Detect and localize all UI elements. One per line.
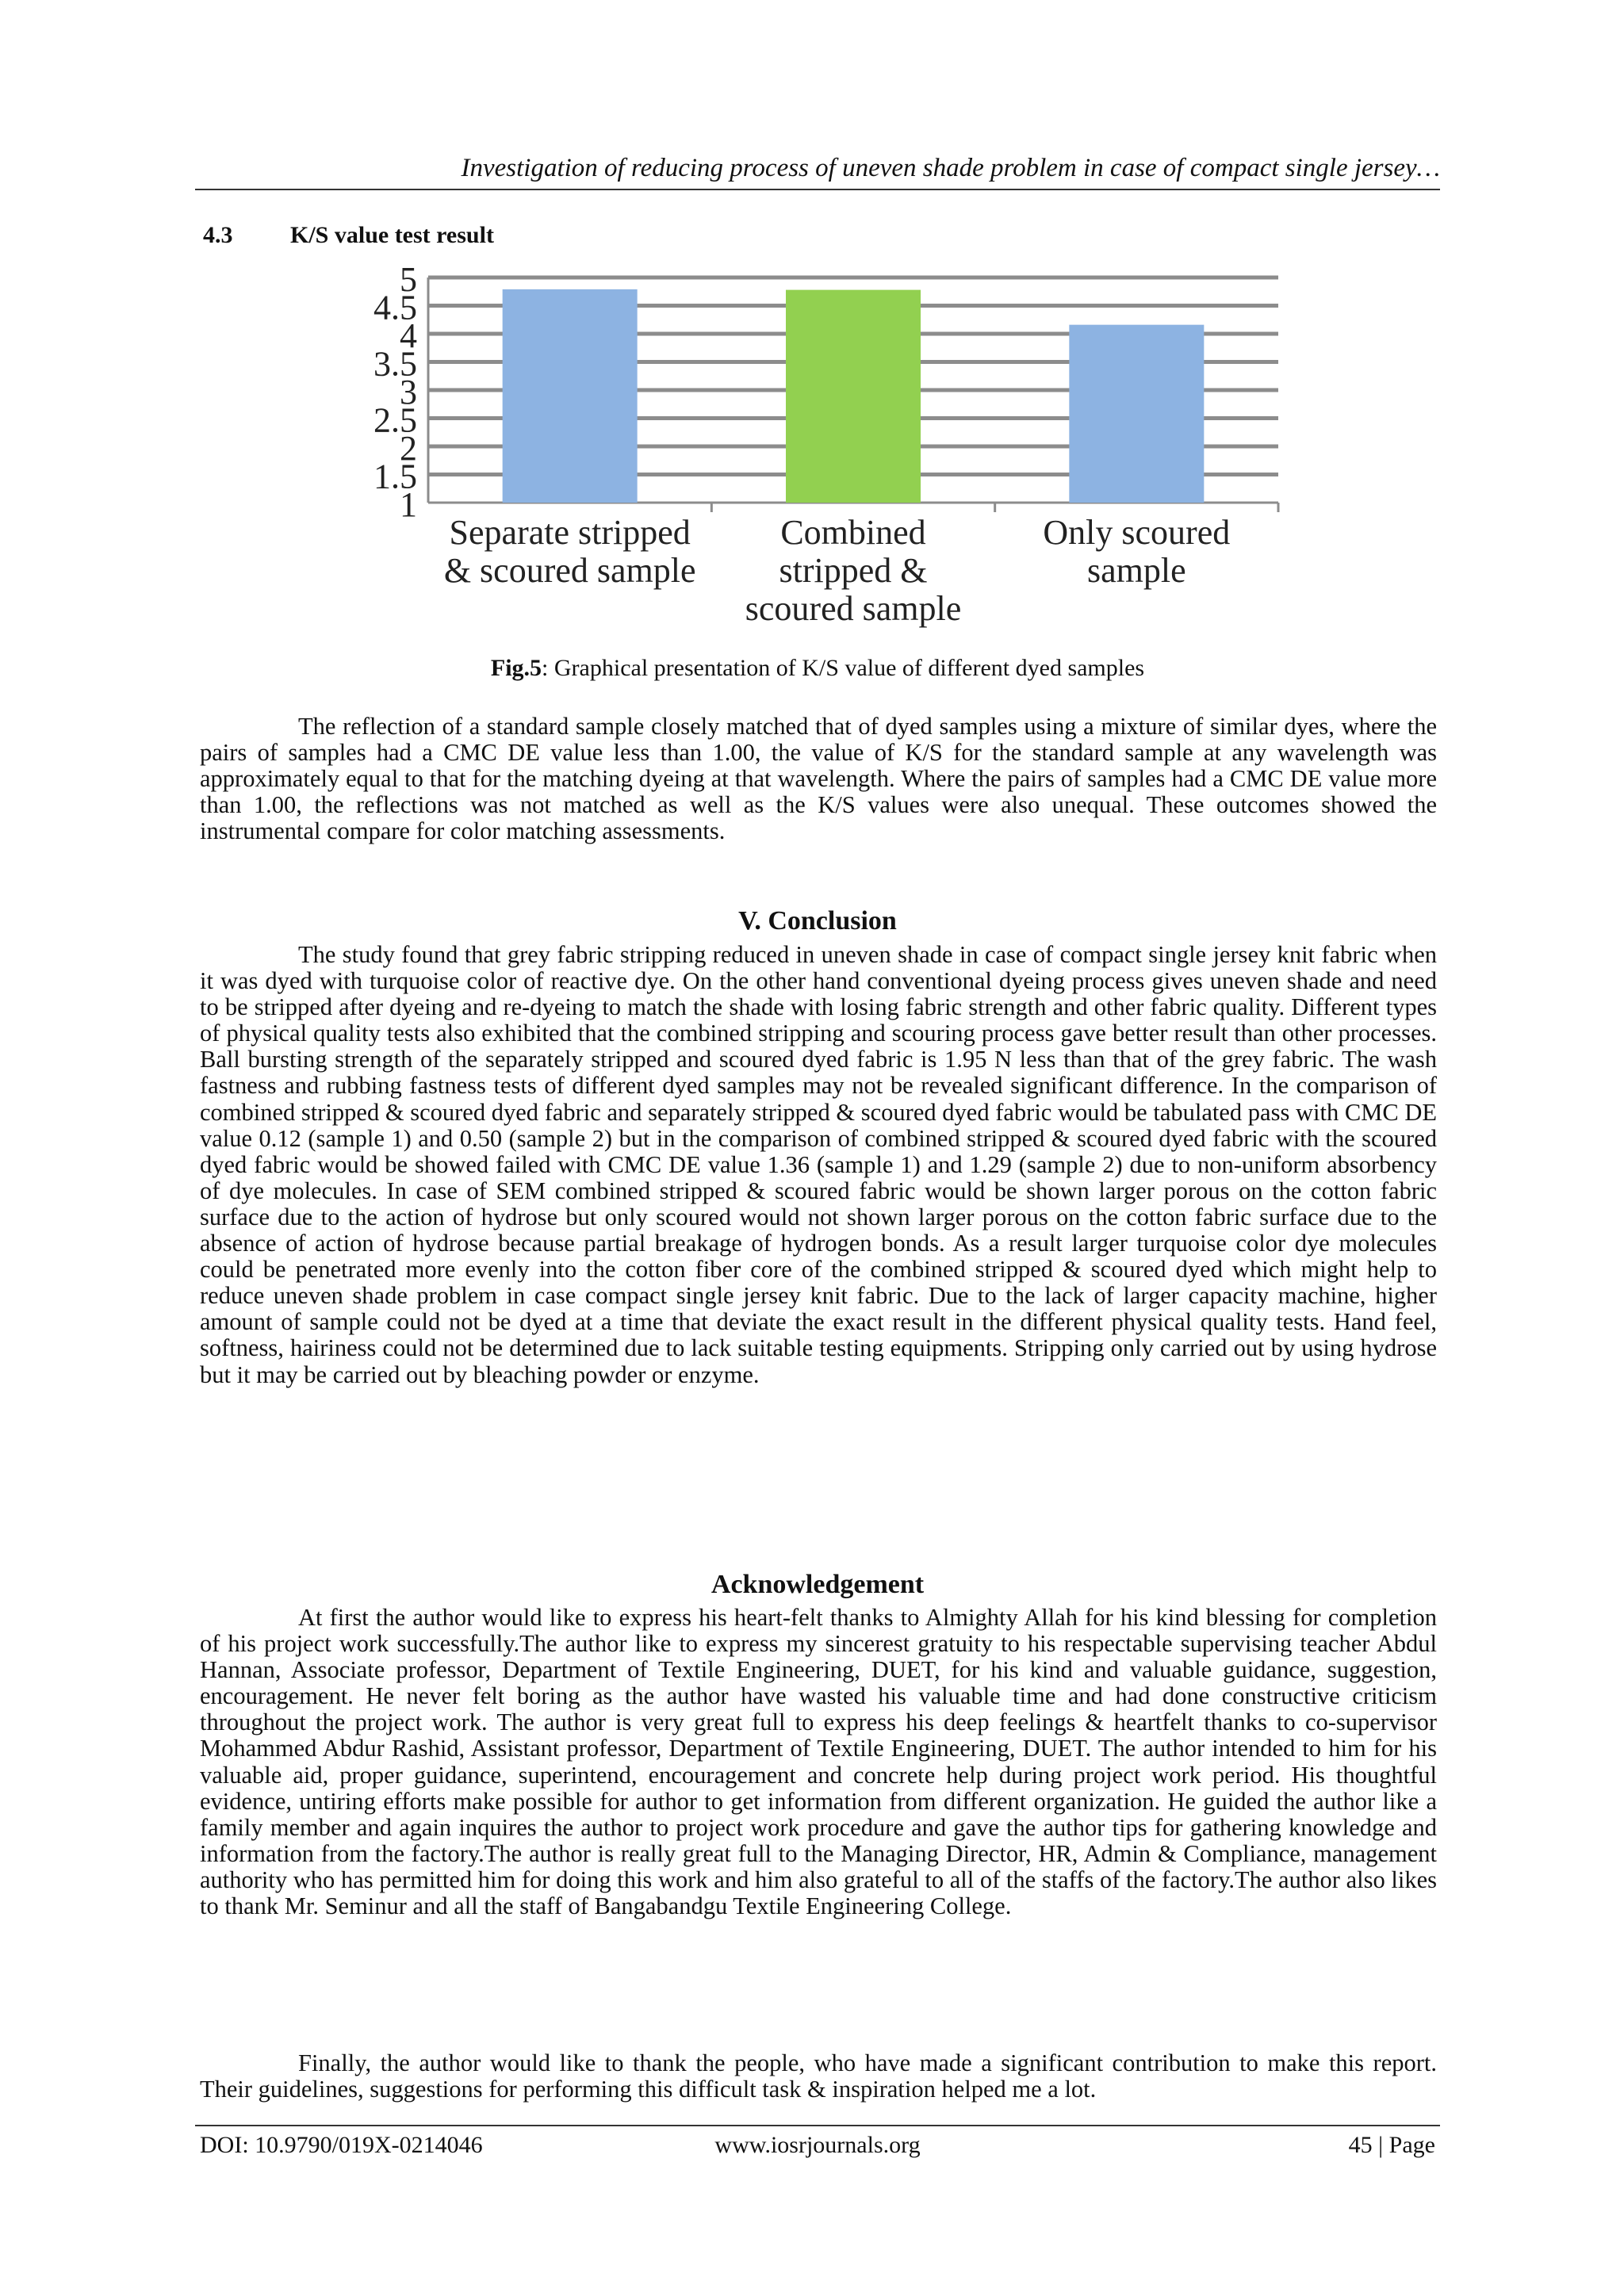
footer-doi: DOI: 10.9790/019X-0214046 xyxy=(200,2132,483,2158)
x-tick-label: Separate stripped xyxy=(449,513,691,552)
conclusion-heading: V. Conclusion xyxy=(738,906,897,936)
section-number: 4.3 xyxy=(203,222,233,248)
bar xyxy=(1069,325,1204,503)
x-tick-label: Only scoured xyxy=(1043,513,1231,552)
bar xyxy=(786,290,921,503)
y-tick-label: 2 xyxy=(400,429,417,468)
bar-chart-svg xyxy=(349,262,1300,650)
figure-caption xyxy=(195,655,1440,682)
acknowledgement-paragraph-2: Finally, the author would like to thank the people, who have made a significant contribution to make this report. Their guidelines, suggestions for performing this difficult task & inspiration helped me a lot. xyxy=(200,2049,1437,2103)
y-tick-label: 4 xyxy=(400,316,417,355)
x-tick-label: scoured sample xyxy=(745,589,962,628)
bar xyxy=(503,289,638,503)
y-tick-label: 1 xyxy=(400,485,417,524)
y-tick-label: 4.5 xyxy=(373,288,417,327)
footer-website: www.iosrjournals.org xyxy=(714,2132,921,2158)
acknowledgement-heading: Acknowledgement xyxy=(710,1570,925,1599)
x-tick-label: Combined xyxy=(780,513,926,552)
results-paragraph: The reflection of a standard sample closely matched that of dyed samples using a mixture of similar dyes, where the pairs of samples had a CMC DE value less than 1.00, the value of K/S for the standard sample at any wavelength was approximately equal to that for the matching dyeing at that wavelength. Where the pairs of samples had a CMC DE value more than 1.00, the reflections was not matched as well as the K/S values were also unequal. These outcomes showed the instrumental compare for color matching assessments. xyxy=(200,713,1437,845)
y-tick-label: 3 xyxy=(400,373,417,411)
y-tick-label: 3.5 xyxy=(373,344,417,384)
x-tick-label: sample xyxy=(1087,551,1186,590)
conclusion-paragraph: The study found that grey fabric stripping reduced in uneven shade in case of compact single jersey knit fabric when it was dyed with turquoise color of reactive dye. On the other hand conventional dyeing process gives uneven shade and need to be stripped after dyeing and re-dyeing to match the shade with losing fabric strength and other fabric quality. Different types of physical quality tests also exhibited that the combined stripping and scouring process gave better result than other processes. Ball bursting strength of the separately stripped and scoured dyed fabric is 1.95 N less than that of the grey fabric. The wash fastness and rubbing fastness tests of different dyed samples may not be revealed significant difference. In the comparison of combined stripped & scoured dyed fabric and separately stripped & scoured dyed fabric would be tabulated pass with CMC DE value 0.12 (sample 1) and 0.50 (sample 2) but in the comparison of combined stripped & scoured dyed fabric with the scoured dyed fabric would be showed failed with CMC DE value 1.36 (sample 1) and 1.29 (sample 2) due to non-uniform absorbency of dye molecules. In case of SEM combined stripped & scoured fabric would be shown larger porous on the cotton fabric surface due to the action of hydrose but only scoured would not shown larger porous on the cotton fabric surface due to the absence of action of hydrose because partial breakage of hydrogen bonds. As a result larger turquoise color dye molecules could be penetrated more evenly into the cotton fiber core of the combined stripped & scoured dyed which might help to reduce uneven shade problem in case compact single jersey knit fabric. Due to the lack of larger capacity machine, higher amount of sample could not be dyed at a time that deviate the exact result in the different physical quality tests. Hand feel, softness, hairiness could not be determined due to lack suitable testing equipments. Stripping only carried out by using hydrose but it may be carried out by bleaching powder or enzyme. xyxy=(200,941,1437,1388)
section-heading xyxy=(203,222,494,249)
figure-label: Fig.5 xyxy=(490,655,542,681)
y-tick-label: 5 xyxy=(400,262,417,299)
section-title: K/S value test result xyxy=(290,222,494,248)
page-footer xyxy=(195,2125,1440,2161)
figure-caption-text: : Graphical presentation of K/S value of different dyed samples xyxy=(542,655,1145,681)
ks-value-chart xyxy=(349,262,1300,650)
x-tick-label: stripped & xyxy=(779,551,928,590)
x-tick-label: & scoured sample xyxy=(443,551,696,590)
y-tick-label: 2.5 xyxy=(373,400,417,440)
y-tick-label: 1.5 xyxy=(373,457,417,496)
running-title: Investigation of reducing process of uneven shade problem in case of compact single jersey… xyxy=(195,151,1440,190)
acknowledgement-paragraph-1: At first the author would like to express his heart-felt thanks to Almighty Allah for his kind blessing for completion of his project work successfully.The author like to express my sincerest gratuity to his respectable supervising teacher Abdul Hannan, Associate professor, Department of Textile Engineering, DUET, for his kind and valuable guidance, suggestion, encouragement. He never felt boring as the author have wasted his valuable time and had done constructive criticism throughout the project work. The author is very great full to express his deep feelings & heartfelt thanks to co-supervisor Mohammed Abdur Rashid, Assistant professor, Department of Textile Engineering, DUET. The author intended to him for his valuable aid, proper guidance, superintend, encouragement and concrete help during project work period. His thoughtful evidence, untiring efforts make possible for author to get information from different organization. He guided the author like a family member and again inquires the author to project work procedure and gave the author tips for gathering knowledge and information from the factory.The author is really great full to the Managing Director, HR, Admin & Compliance, management authority who has permitted him for doing this work and him also grateful to all of the staffs of the factory.The author also likes to thank Mr. Seminur and all the staff of Bangabandgu Textile Engineering College. xyxy=(200,1604,1437,1920)
footer-page-number: 45 | Page xyxy=(1348,2132,1435,2158)
